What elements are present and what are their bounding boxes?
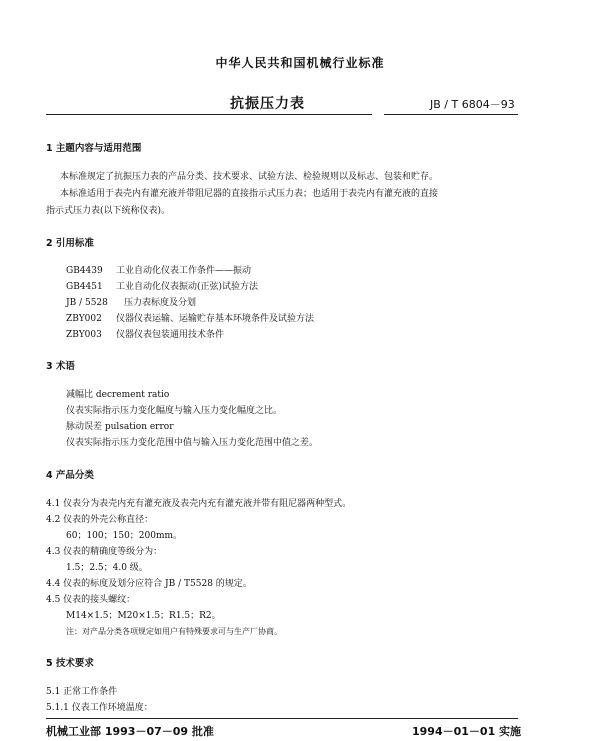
clause-4-5-value: M14×1.5；M20×1.5；R1.5；R2。 — [66, 611, 221, 621]
reference-title: 工业自动化仪表振动(正弦)试验方法 — [116, 282, 259, 292]
reference-title: 工业自动化仪表工作条件——振动 — [116, 266, 252, 276]
reference-code: ZBY002 — [66, 314, 102, 324]
clause-4-4: 4.4 仪表的标度及划分应符合 JB / T5528 的规定。 — [46, 579, 252, 589]
clause-4-3-value: 1.5；2.5；4.0 级。 — [66, 563, 148, 573]
section-1-heading: 1 主题内容与适用范围 — [46, 143, 142, 154]
reference-item — [66, 279, 258, 292]
header-rule-right — [384, 114, 518, 115]
implementation-date: 1994－01－01 实施 — [412, 725, 522, 738]
clause-5-1: 5.1 正常工作条件 — [46, 687, 118, 697]
section-4-heading: 4 产品分类 — [46, 470, 94, 481]
term-2-name: 脉动误差 pulsation error — [66, 422, 174, 432]
section-4-note: 注：对产品分类各项规定如用户有特殊要求可与生产厂协商。 — [66, 627, 282, 636]
reference-item — [66, 263, 251, 276]
reference-title: 仪器仪表包装通用技术条件 — [116, 330, 225, 340]
clause-4-5: 4.5 仪表的接头螺纹： — [46, 595, 136, 605]
section-1-para-2-line-2: 指示式压力表(以下统称仪表)。 — [46, 206, 171, 216]
term-1-name: 减幅比 decrement ratio — [66, 390, 170, 400]
clause-4-3: 4.3 仪表的精确度等级分为： — [46, 547, 163, 557]
standard-number: JB / T 6804－93 — [430, 98, 515, 111]
section-3-heading: 3 术语 — [46, 361, 75, 372]
footer-rule — [46, 718, 518, 719]
term-2-definition: 仪表实际指示压力变化范围中值与输入压力变化范围中值之差。 — [66, 438, 319, 448]
clause-4-2: 4.2 仪表的外壳公称直径： — [46, 515, 154, 525]
header-rule-left — [46, 114, 372, 115]
organization-header: 中华人民共和国机械行业标准 — [215, 56, 385, 70]
reference-item — [66, 311, 314, 324]
section-1-para-2-line-1: 本标准适用于表壳内有灌充液并带阻尼器的直接指示式压力表；也适用于表壳内有灌充液的直接 — [60, 189, 439, 199]
approval-date: 机械工业部 1993－07－09 批准 — [46, 725, 214, 738]
clause-5-1-1: 5.1.1 仪表工作环境温度： — [46, 703, 153, 713]
reference-code: GB4451 — [66, 282, 103, 292]
reference-item — [66, 295, 196, 308]
reference-code: ZBY003 — [66, 330, 102, 340]
clause-4-2-value: 60；100；150；200mm。 — [66, 531, 183, 541]
section-2-heading: 2 引用标准 — [46, 238, 94, 249]
reference-code: JB / 5528 — [66, 298, 108, 308]
reference-code: GB4439 — [66, 266, 103, 276]
clause-4-1: 4.1 仪表分为表壳内充有灌充液及表壳内充有灌充液并带有阻尼器两种型式。 — [46, 499, 352, 509]
reference-item — [66, 327, 224, 340]
term-1-definition: 仪表实际指示压力变化幅度与输入压力变化幅度之比。 — [66, 406, 283, 416]
section-1-para-1: 本标准规定了抗振压力表的产品分类、技术要求、试验方法、检验规则以及标志、包装和贮存。 — [60, 172, 439, 182]
reference-title: 仪器仪表运输、运输贮存基本环境条件及试验方法 — [116, 314, 315, 324]
section-5-heading: 5 技术要求 — [46, 658, 94, 669]
reference-title: 压力表标度及分划 — [124, 298, 197, 308]
standard-title: 抗振压力表 — [230, 96, 305, 112]
